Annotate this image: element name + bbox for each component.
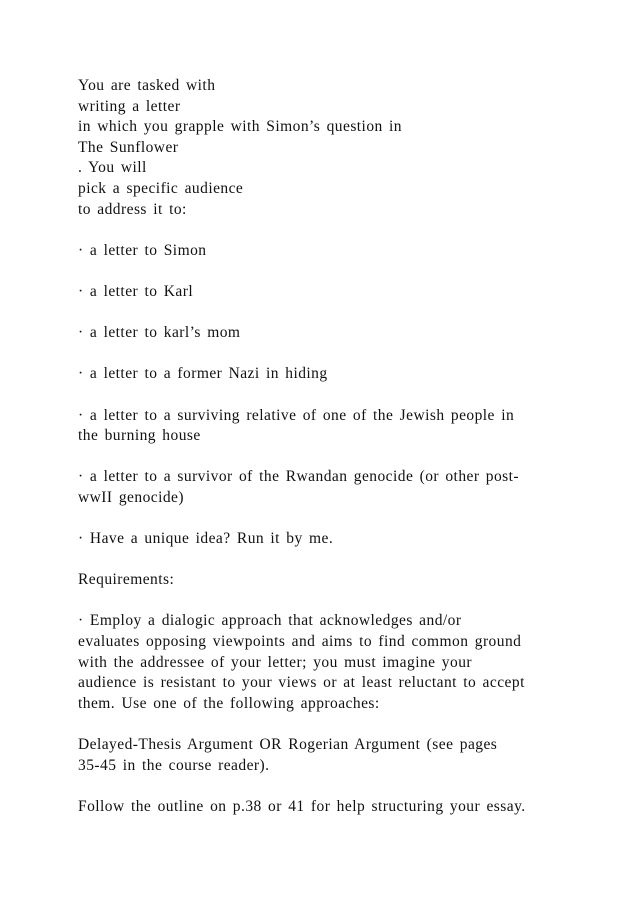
audience-option bbox=[78, 282, 598, 303]
approaches-line: Delayed-Thesis Argument OR Rogerian Argument (see pages bbox=[78, 736, 498, 753]
requirement-line: audience is resistant to your views or at least reluctant to accept bbox=[78, 674, 525, 692]
requirement-line: them. Use one of the following approaches: bbox=[78, 694, 380, 712]
list-item-continued: wwII genocide) bbox=[78, 488, 184, 506]
intro-line: to address it to: bbox=[78, 200, 187, 218]
list-item: · Have a unique idea? Run it by me. bbox=[78, 530, 334, 548]
paragraph-gap bbox=[78, 220, 598, 241]
list-item: · a letter to Simon bbox=[78, 241, 207, 259]
list-item: · a letter to a former Nazi in hiding bbox=[78, 365, 328, 383]
audience-option bbox=[78, 529, 598, 550]
intro-line: You are tasked with bbox=[78, 77, 216, 94]
audience-option bbox=[78, 364, 598, 385]
list-item: · a letter to karl’s mom bbox=[78, 324, 241, 342]
paragraph-gap bbox=[78, 303, 598, 324]
paragraph-gap bbox=[78, 776, 598, 797]
intro-line: . You will bbox=[78, 159, 147, 177]
paragraph-gap bbox=[78, 550, 598, 571]
requirements-heading: Requirements: bbox=[78, 571, 175, 589]
requirement-line: evaluates opposing viewpoints and aims to find common ground bbox=[78, 633, 522, 651]
list-item-continued: the burning house bbox=[78, 427, 201, 445]
list-item: · a letter to a surviving relative of one of the Jewish people in bbox=[78, 406, 515, 424]
list-item: · a letter to a survivor of the Rwandan genocide (or other post- bbox=[78, 468, 520, 486]
approaches-paragraph bbox=[78, 735, 598, 776]
paragraph-gap bbox=[78, 508, 598, 529]
paragraph-gap bbox=[78, 591, 598, 612]
document-body bbox=[78, 76, 598, 817]
book-title: The Sunflower bbox=[78, 138, 179, 156]
requirement-line: · Employ a dialogic approach that acknowledges and/or bbox=[78, 612, 462, 630]
audience-option bbox=[78, 467, 598, 508]
requirement-item bbox=[78, 611, 598, 714]
requirement-line: with the addressee of your letter; you must imagine your bbox=[78, 653, 473, 671]
intro-line: pick a specific audience bbox=[78, 179, 244, 197]
audience-option bbox=[78, 323, 598, 344]
paragraph-gap bbox=[78, 447, 598, 468]
intro-paragraph bbox=[78, 76, 598, 220]
outline-note: Follow the outline on p.38 or 41 for help structuring your essay. bbox=[78, 797, 526, 815]
intro-line: in which you grapple with Simon’s question in bbox=[78, 118, 402, 136]
audience-option bbox=[78, 241, 598, 262]
approaches-line: 35-45 in the course reader). bbox=[78, 756, 270, 774]
paragraph-gap bbox=[78, 385, 598, 406]
paragraph-gap bbox=[78, 261, 598, 282]
audience-option bbox=[78, 406, 598, 447]
paragraph-gap bbox=[78, 714, 598, 735]
paragraph-gap bbox=[78, 344, 598, 365]
list-item: · a letter to Karl bbox=[78, 282, 194, 300]
intro-line: writing a letter bbox=[78, 97, 181, 115]
